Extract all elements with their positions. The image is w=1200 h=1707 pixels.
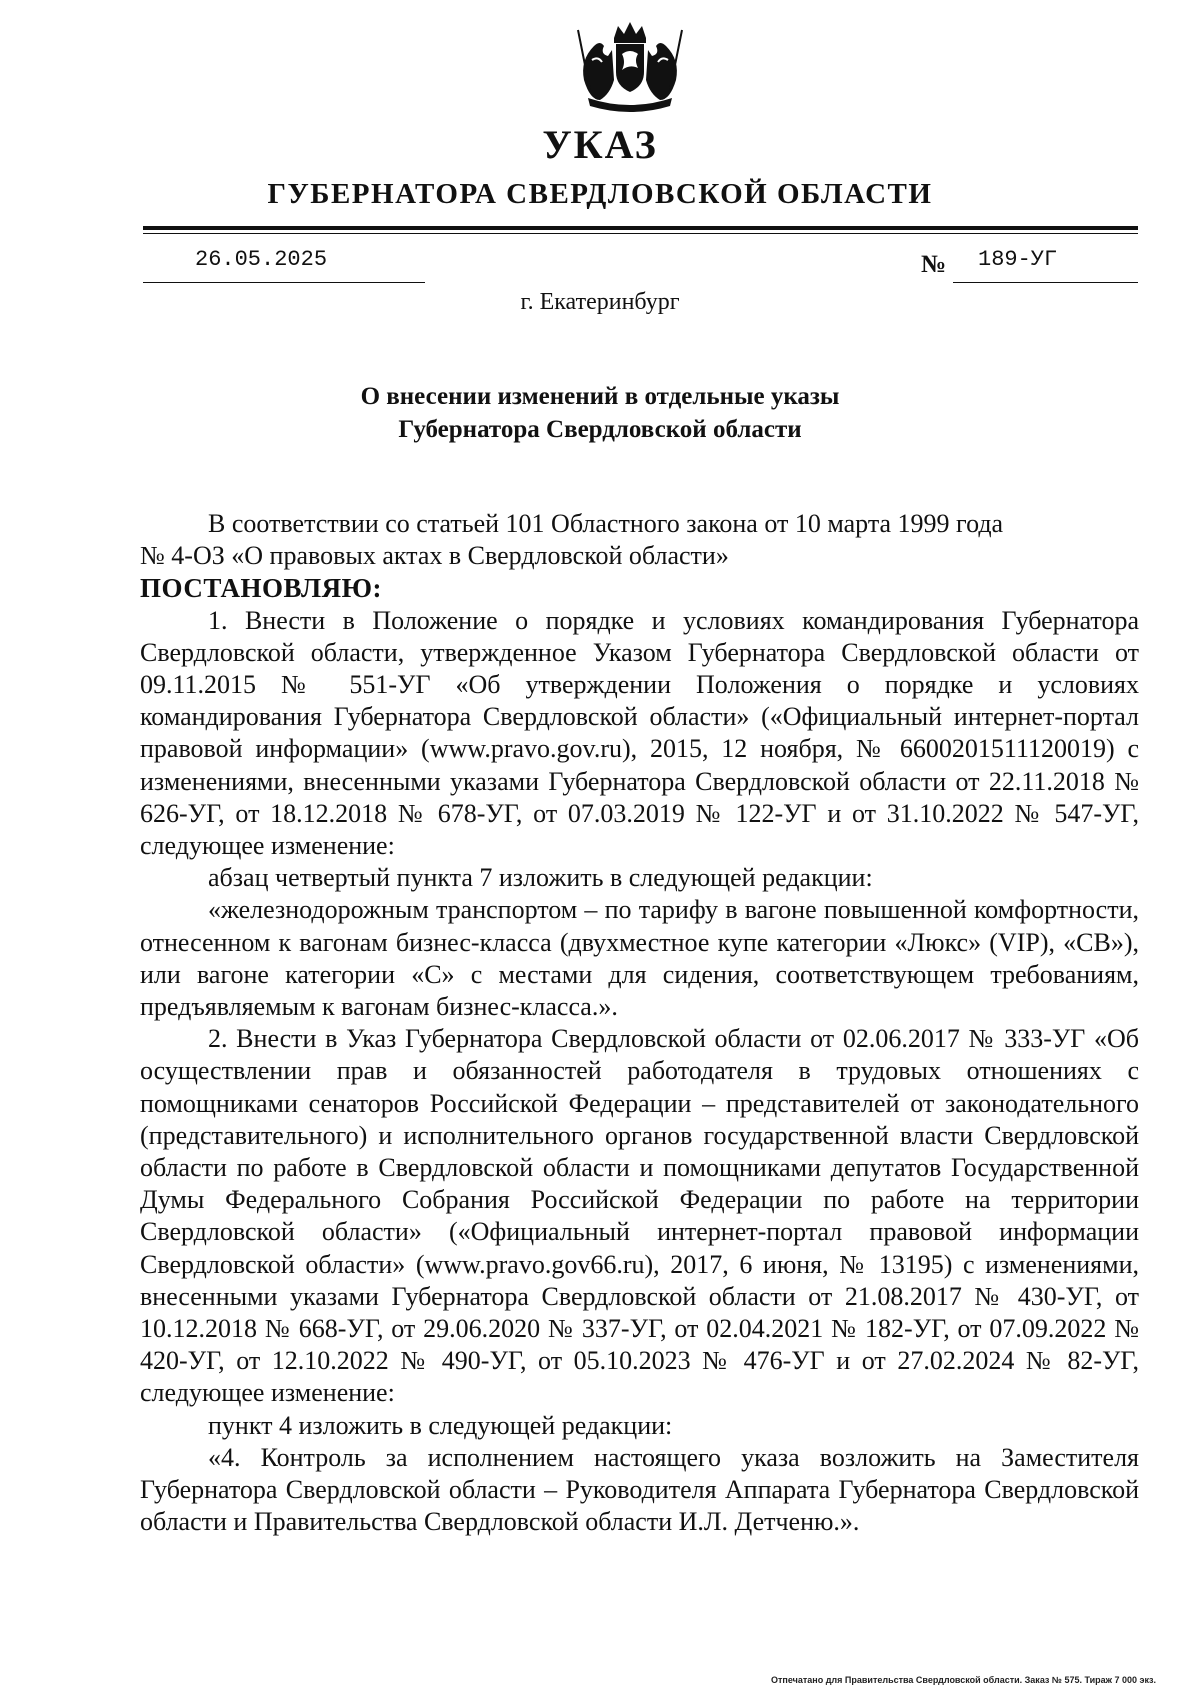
document-heading: [0, 380, 1200, 446]
print-note: Отпечатано для Правительства Свердловской области. Заказ № 575. Тираж 7 000 экз.: [771, 1675, 1156, 1685]
number-sign: №: [921, 251, 947, 278]
preamble-continued: № 4-ОЗ «О правовых актах в Свердловской области»: [140, 541, 729, 571]
document-title: УКАЗ: [542, 122, 658, 167]
preamble: В соответствии со статьей 101 Областного закона от 10 марта 1999 года: [208, 509, 1004, 538]
header-rule-thin: [143, 233, 1138, 234]
document-number: 189-УГ: [978, 247, 1058, 272]
item-1-new-text: «железнодорожным транспортом – по тарифу в вагоне повышенной комфортности, отнесенном к вагонам бизнес-класса (двухместное купе категории «Люкс» (VIP), «СВ»), или вагоне категории «С» с местами для сидения, соответствующем требованиям, предъявляемым к вагонам бизнес-класса.».: [140, 895, 1139, 1022]
heading-line-2: Губернатора Свердловской области: [398, 416, 802, 443]
header-rule-thick: [143, 226, 1138, 230]
item-2-instruction: пункт 4 изложить в следующей редакции:: [208, 1410, 673, 1440]
issuer-title: ГУБЕРНАТОРА СВЕРДЛОВСКОЙ ОБЛАСТИ: [267, 178, 933, 210]
issue-city: г. Екатеринбург: [520, 289, 680, 315]
document-date: 26.05.2025: [195, 247, 328, 272]
heading-line-1: О внесении изменений в отдельные указы: [360, 383, 840, 410]
coat-of-arms-emblem: [570, 20, 690, 112]
item-2: 2. Внести в Указ Губернатора Свердловской области от 02.06.2017 № 333-УГ «Об осуществлении прав и обязанностей работодателя в трудовых отношениях с помощниками сенаторов Российской Федерации – представителей от законодательного (представительного) и исполнительного органов государственной власти Свердловской области по работе в Свердловской области и помощниками депутатов Государственной Думы Федерального Собрания Российской Федерации по работе на территории Свердловской области» («Официальный интернет-портал правовой информации Свердловской области» (www.pravo.gov66.ru), 2017, 6 июня, № 13195) с изменениями, внесенными указами Губернатора Свердловской области от 21.08.2017 № 430-УГ, от 10.12.2018 № 668-УГ, от 29.06.2020 № 337-УГ, от 02.04.2021 № 182-УГ, от 07.09.2022 № 420-УГ, от 12.10.2022 № 490-УГ, от 05.10.2023 № 476-УГ и от 27.02.2024 № 82-УГ, следующее изменение:: [140, 1024, 1139, 1408]
item-1: 1. Внести в Положение о порядке и условиях командирования Губернатора Свердловской области, утвержденное Указом Губернатора Свердловской области от 09.11.2015 № 551-УГ «Об утверждении Положения о порядке и условиях командирования Губернатора Свердловской области» («Официальный интернет-портал правовой информации» (www.pravo.gov.ru), 2015, 12 ноября, № 6600201511120019) с изменениями, внесенными указами Губернатора Свердловской области от 22.11.2018 № 626-УГ, от 18.12.2018 № 678-УГ, от 07.03.2019 № 122-УГ и от 31.10.2022 № 547-УГ, следующее изменение:: [140, 605, 1139, 861]
item-1-instruction: абзац четвертый пункта 7 изложить в следующей редакции:: [208, 863, 873, 893]
document-body: [140, 508, 1139, 1539]
date-underline: [143, 282, 425, 283]
decree-word: ПОСТАНОВЛЯЮ:: [140, 573, 382, 604]
number-underline: [953, 282, 1138, 283]
item-2-new-text: «4. Контроль за исполнением настоящего указа возложить на Заместителя Губернатора Свердловской области – Руководителя Аппарата Губернатора Свердловской области и Правительства Свердловской области И.Л. Детченю.».: [140, 1442, 1139, 1537]
